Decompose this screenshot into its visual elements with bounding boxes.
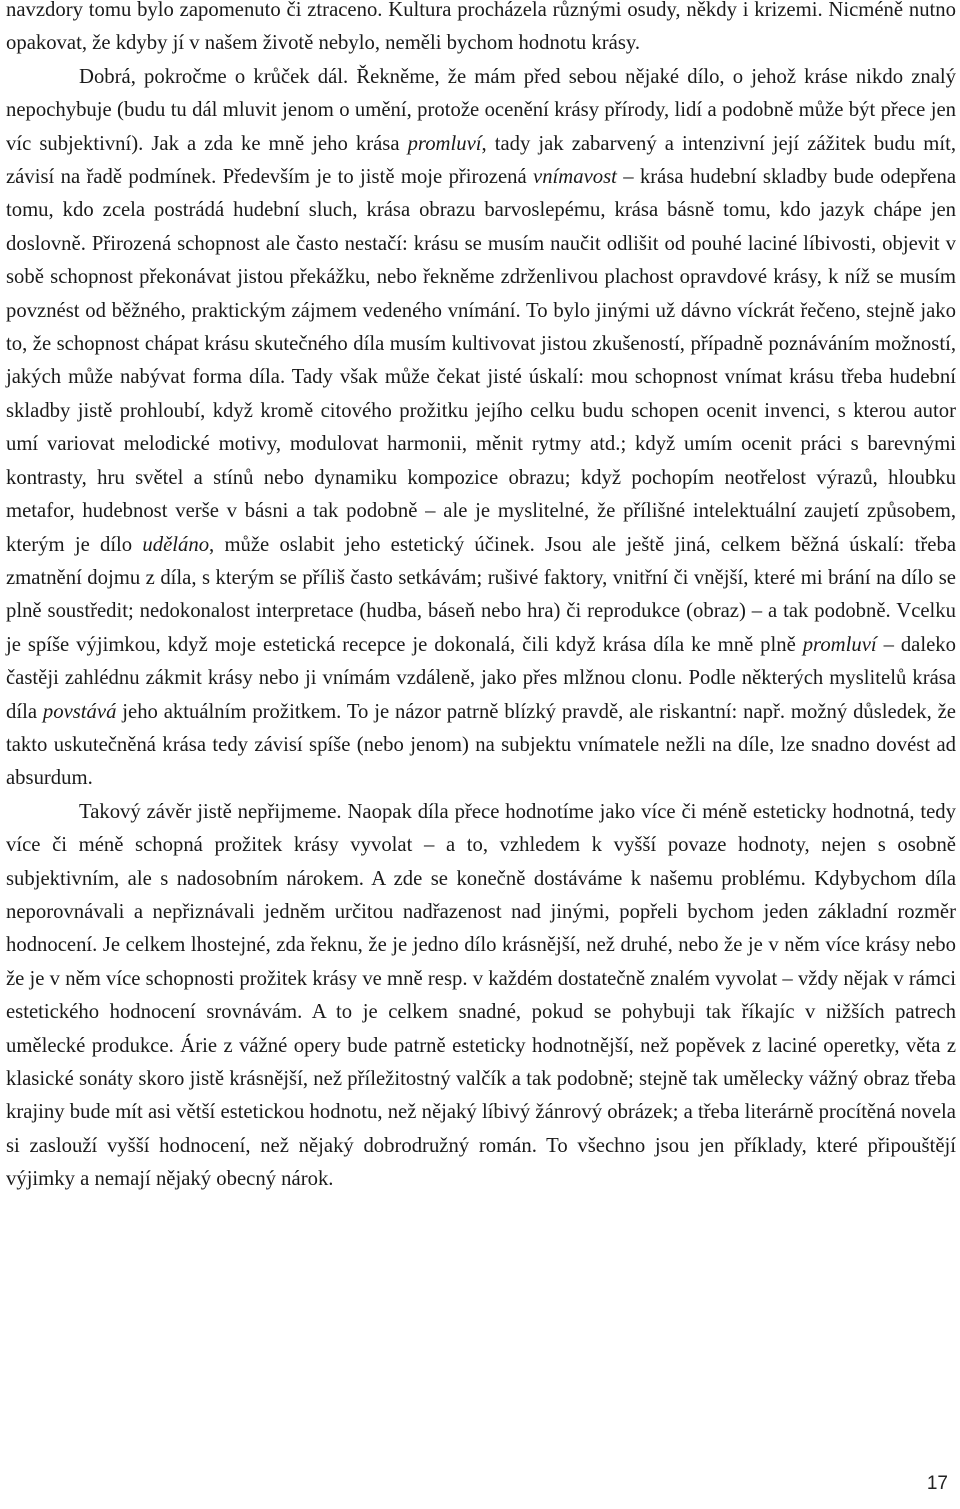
paragraph <box>6 0 956 61</box>
italic-text: uděláno <box>142 533 210 556</box>
paragraph <box>6 796 956 1197</box>
italic-text: povstává <box>42 700 117 723</box>
paragraph <box>6 61 956 796</box>
page-number: 17 <box>926 1473 948 1494</box>
text-segment: – daleko častěji zahlédnu zákmit krásy nebo ji vnímám vzdáleně, jako přes mlžnou clonu. Podle některých myslitelů krása díla <box>6 633 956 723</box>
italic-text: vnímavost <box>533 166 617 189</box>
text-segment: Takový závěr jistě nepřijmeme. Naopak díla přece hodnotíme jako více či méně esteticky hodnotná, tedy více či méně schopná prožitek krásy vyvolat – a to, vzhledem k vyšší povaze hodnoty, nejen s osobně subjektivním, ale s nadosobním nárokem. A zde se konečně dostáváme k našemu problému. Kdybychom díla neporovnávali a nepřiznávali jedněm určitou nadřazenost nad jinými, popřeli bychom jeden základní rozměr hodnocení. Je celkem lhostejné, zda řeknu, že je jedno dílo krásnější, než druhé, nebo že je v něm více krásy nebo že je v něm více schopnosti prožitek krásy ve mně resp. v každém dostatečně znalém vyvolat – vždy nějak v rámci estetického hodnocení srovnávám. A to je celkem snadné, pokud se pohybuji tak říkajíc v nižších patrech umělecké produkce. Árie z vážné opery bude patrně esteticky hodnotnější, než popěvek z laciné operetky, věta z klasické sonáty skoro jistě krásnější, než příležitostný valčík a tak podobně; stejně tak umělecky vážný obraz třeba krajiny bude mít asi větší estetickou hodnotu, než nějaký líbivý žánrový obrázek; a třeba literárně procítěná novela si zaslouží vyšší hodnocení, než nějaký dobrodružný román. To všechno jsou jen příklady, které připouštějí výjimky a nemají nějaký obecný nárok. <box>6 800 956 1191</box>
text-segment: – krása hudební skladby bude odepřena tomu, kdo zcela postrádá hudební sluch, krása obrazu barvoslepému, krása básně tomu, kdo jazyk chápe jen doslovně. Přirozená schopnost ale často nestačí: krásu se musím naučit odlišit od pouhé laciné líbivosti, objevit v sobě schopnost překonávat jistou překážku, nebo řekněme zdrženlivou plachost opravdové krásy, k níž se musím povznést od běžného, praktickým zájmem vedeného vnímání. To bylo jinými už dávno víckrát řečeno, stejně jako to, že schopnost chápat krásu skutečného díla musím kultivovat jistou zkušeností, případně poznáváním možností, jakých může nabývat forma díla. Tady však může čekat jisté úskalí: mou schopnost vnímat krásu třeba hudební skladby jistě prohloubí, když kromě citového prožitku jejího celku budu schopen ocenit invenci, s kterou autor umí variovat melodické motivy, modulovat harmonii, měnit rytmy atd.; když umím ocenit práci s barevnými kontrasty, hru světel a stínů nebo dynamiku kompozice obrazu; když pochopím neotřelost výrazů, hloubku metafor, hudebnost verše v básni a tak podobně – ale je myslitelné, že přílišné intelektuální zaujetí způsobem, kterým je dílo <box>6 166 956 556</box>
body-text <box>6 0 956 1197</box>
italic-text: promluví <box>802 633 877 656</box>
text-segment: navzdory tomu bylo zapomenuto či ztraceno. Kultura procházela různými osudy, někdy i krizemi. Nicméně nutno opakovat, že kdyby jí v našem životě nebylo, neměli bychom hodnotu krásy. <box>6 0 956 55</box>
document-page <box>6 0 956 1197</box>
italic-text: promluví <box>407 132 482 155</box>
text-segment: Dobrá, pokročme o krůček dál. Řekněme, že mám před sebou nějaké dílo, o jehož kráse nikdo znalý nepochybuje (budu tu dál mluvit jenom o umění, protože ocenění krásy přírody, lidí a podobně může být přece jen víc subjektivní). Jak a zda ke mně jeho krása <box>6 65 956 155</box>
text-segment: , může oslabit jeho estetický účinek. Jsou ale ještě jiná, celkem běžná úskalí: třeba zmatnění dojmu z díla, s kterým se příliš často setkávám; rušivé faktory, vnitřní či vnější, které mi brání na dílo se plně soustředit; nedokonalost interpretace (hudba, báseň nebo hra) či reprodukce (obraz) – a tak podobně. Vcelku je spíše výjimkou, když moje estetická recepce je dokonalá, čili když krása díla ke mně plně <box>6 533 956 656</box>
text-segment: , tady jak zabarvený a intenzivní její zážitek budu mít, závisí na řadě podmínek. Především je to jistě moje přirozená <box>6 132 956 189</box>
text-segment: jeho aktuálním prožitkem. To je názor patrně blízký pravdě, ale riskantní: např. možný důsledek, že takto uskutečněná krása tedy závisí spíše (nebo jenom) na subjektu vnímatele nežli na díle, lze snadno dovést ad absurdum. <box>6 700 956 790</box>
